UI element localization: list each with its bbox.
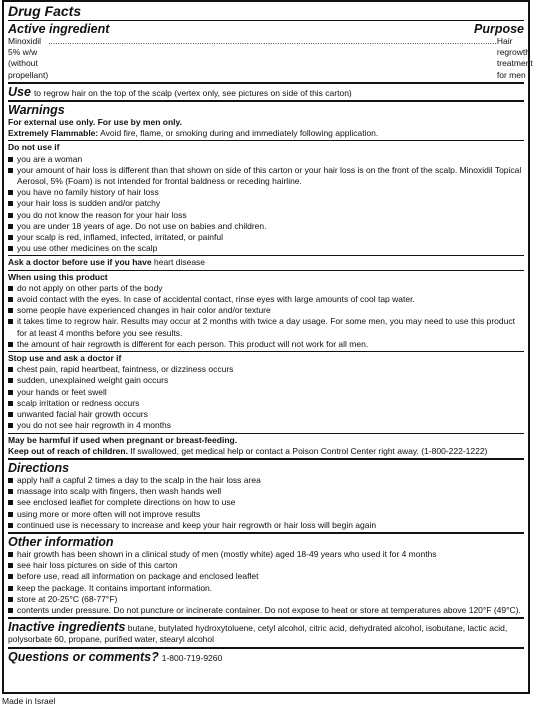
- divider: [8, 647, 524, 649]
- list-item: you use other medicines on the scalp: [8, 243, 524, 254]
- list-item: your hair loss is sudden and/or patchy: [8, 198, 524, 209]
- bullet-icon: [8, 390, 13, 395]
- divider: [8, 100, 524, 102]
- active-ingredient-name: Minoxidil 5% w/w (without propellant): [8, 36, 49, 80]
- active-ingredient-row: [8, 36, 533, 81]
- list-item: massage into scalp with fingers, then wash hands well: [8, 486, 524, 497]
- list-item: hair growth has been shown in a clinical study of men (mostly white) aged 18-49 years who used it for 4 months: [8, 549, 524, 560]
- bullet-icon: [8, 308, 13, 313]
- use-heading: Use: [8, 84, 31, 99]
- use-section: [8, 85, 524, 99]
- list-item: before use, read all information on package and enclosed leaflet: [8, 571, 524, 582]
- bullet-icon: [8, 367, 13, 372]
- stop-use-list: [8, 364, 524, 431]
- list-item: avoid contact with the eyes. In case of accidental contact, rinse eyes with large amounts of cool tap water.: [8, 294, 524, 305]
- list-item: do not apply on other parts of the body: [8, 283, 524, 294]
- list-item: keep the package. It contains important information.: [8, 583, 524, 594]
- bullet-icon: [8, 342, 13, 347]
- list-item: your scalp is red, inflamed, infected, irritated, or painful: [8, 232, 524, 243]
- bullet-icon: [8, 235, 13, 240]
- divider: [8, 458, 524, 460]
- list-item: chest pain, rapid heartbeat, faintness, or dizziness occurs: [8, 364, 524, 375]
- bullet-icon: [8, 523, 13, 528]
- list-item: apply half a capful 2 times a day to the scalp in the hair loss area: [8, 475, 524, 486]
- ask-doctor-label: Ask a doctor before use if you have: [8, 257, 152, 268]
- bullet-icon: [8, 500, 13, 505]
- divider: [8, 140, 524, 141]
- other-info-heading: Other information: [8, 534, 114, 549]
- inactive-ingredients-heading: Inactive ingredients: [8, 620, 126, 635]
- when-using-list: [8, 283, 524, 350]
- purpose-text: Hair regrowth treatment for men: [496, 36, 533, 80]
- divider: [8, 20, 524, 21]
- keep-out-line: [8, 446, 524, 457]
- bullet-icon: [8, 563, 13, 568]
- use-text: to regrow hair on the top of the scalp (vertex only, see pictures on side of this carton): [33, 87, 352, 98]
- list-item: some people have experienced changes in hair color and/or texture: [8, 305, 524, 316]
- list-item: you do not know the reason for your hair loss: [8, 210, 524, 221]
- ask-doctor-text: heart disease: [153, 257, 206, 268]
- divider: [8, 351, 524, 352]
- made-in-text: Made in Israel: [2, 696, 56, 706]
- list-item: see enclosed leaflet for complete directions on how to use: [8, 497, 524, 508]
- questions-heading: Questions or comments?: [8, 649, 159, 664]
- bullet-icon: [8, 401, 13, 406]
- list-item: continued use is necessary to increase and keep your hair regrowth or hair loss will begin again: [8, 520, 524, 531]
- divider: [8, 270, 524, 271]
- keep-out-label: Keep out of reach of children.: [8, 445, 128, 456]
- directions-list: [8, 475, 524, 531]
- external-use-text: For external use only. For use by men only.: [8, 117, 182, 128]
- divider: [8, 433, 524, 434]
- questions-phone: 1-800-719-9260: [161, 652, 223, 663]
- divider: [8, 532, 524, 534]
- bullet-icon: [8, 574, 13, 579]
- do-not-use-heading: Do not use if: [8, 142, 60, 153]
- list-item: using more or more often will not improve results: [8, 509, 524, 520]
- divider: [8, 82, 524, 84]
- bullet-icon: [8, 168, 13, 173]
- active-ingredient-heading: Active ingredient: [8, 22, 110, 36]
- bullet-icon: [8, 286, 13, 291]
- bullet-icon: [8, 190, 13, 195]
- purpose-heading: Purpose: [473, 22, 524, 36]
- inactive-ingredients-section: [8, 620, 524, 645]
- bullet-icon: [8, 586, 13, 591]
- bullet-icon: [8, 319, 13, 324]
- list-item: you do not see hair regrowth in 4 months: [8, 420, 524, 431]
- active-ingredient-header: [8, 22, 524, 36]
- list-item: it takes time to regrow hair. Results may occur at 2 months with twice a day usage. For some men, you may need to use this product for at least 4 months before you see results.: [8, 316, 524, 338]
- keep-out-text: If swallowed, get medical help or contact a Poison Control Center right away. (1-800-222-1222): [130, 445, 488, 456]
- list-item: see hair loss pictures on side of this carton: [8, 560, 524, 571]
- bullet-icon: [8, 297, 13, 302]
- bullet-icon: [8, 224, 13, 229]
- list-item: store at 20-25°C (68-77°F): [8, 594, 524, 605]
- pregnancy-warning: May be harmful if used when pregnant or breast-feeding.: [8, 434, 238, 445]
- bullet-icon: [8, 512, 13, 517]
- list-item: the amount of hair regrowth is different for each person. This product will not work for all men.: [8, 339, 524, 350]
- bullet-icon: [8, 246, 13, 251]
- list-item: your hands or feet swell: [8, 387, 524, 398]
- list-item: you have no family history of hair loss: [8, 187, 524, 198]
- bullet-icon: [8, 412, 13, 417]
- list-item: you are under 18 years of age. Do not use on babies and children.: [8, 221, 524, 232]
- divider: [8, 255, 524, 256]
- leader-dots: ..............................................................................................................................................................................................: [48, 36, 497, 46]
- ask-doctor-line: [8, 257, 524, 268]
- other-info-list: [8, 549, 524, 616]
- flammable-label: Extremely Flammable:: [8, 128, 99, 139]
- bullet-icon: [8, 608, 13, 613]
- list-item: your amount of hair loss is different than that shown on side of this carton or your hair loss is on the front of the scalp. Minoxidil Topical Aerosol, 5% (Foam) is not intended for frontal baldness or receding hairline.: [8, 165, 524, 187]
- directions-heading: Directions: [8, 460, 70, 475]
- when-using-heading: When using this product: [8, 271, 108, 282]
- drug-facts-panel: [2, 0, 533, 694]
- divider: [8, 617, 524, 619]
- bullet-icon: [8, 201, 13, 206]
- bullet-icon: [8, 157, 13, 162]
- inactive-ingredients-text: butane, butylated hydroxytoluene, cetyl alcohol, citric acid, dehydrated alcohol, isobutane, lactic acid, polysorbate 60, propane, purified water, stearyl alcohol: [8, 623, 508, 645]
- flammable-text: Avoid fire, flame, or smoking during and immediately following application.: [100, 128, 379, 139]
- list-item: unwanted facial hair growth occurs: [8, 409, 524, 420]
- list-item: scalp irritation or redness occurs: [8, 398, 524, 409]
- bullet-icon: [8, 423, 13, 428]
- bullet-icon: [8, 478, 13, 483]
- questions-section: [8, 650, 524, 664]
- bullet-icon: [8, 213, 13, 218]
- warnings-heading: Warnings: [8, 103, 65, 118]
- bullet-icon: [8, 552, 13, 557]
- list-item: contents under pressure. Do not puncture or incinerate container. Do not expose to heat or store at temperatures above 120°F (49°C).: [8, 605, 524, 616]
- bullet-icon: [8, 489, 13, 494]
- list-item: you are a woman: [8, 154, 524, 165]
- drug-facts-title: Drug Facts: [8, 3, 82, 19]
- flammable-line: [8, 128, 524, 139]
- list-item: sudden, unexplained weight gain occurs: [8, 375, 524, 386]
- bullet-icon: [8, 378, 13, 383]
- do-not-use-list: [8, 154, 524, 255]
- bullet-icon: [8, 597, 13, 602]
- stop-use-heading: Stop use and ask a doctor if: [8, 353, 122, 364]
